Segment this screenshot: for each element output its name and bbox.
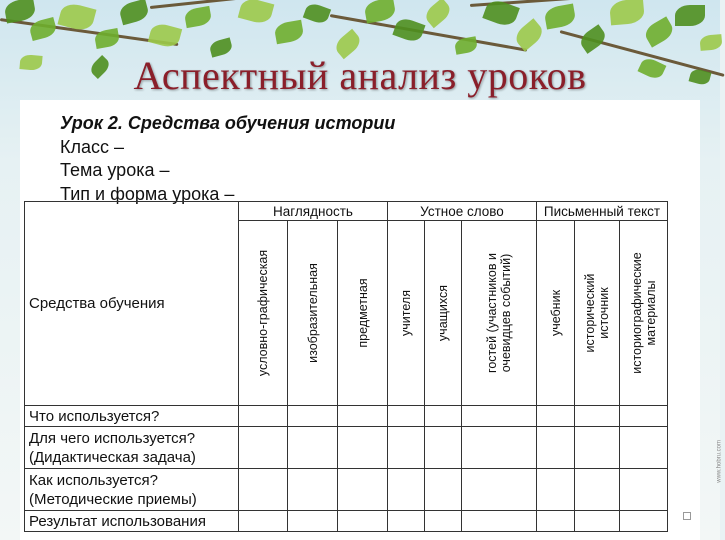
leaf-decoration [675,5,705,26]
resize-handle [683,512,691,520]
document-header [60,112,395,206]
group-header-oral: Устное слово [388,202,537,221]
group-header-written: Письменный текст [537,202,668,221]
column-header: историографические материалы [620,221,668,406]
column-header: исторический источник [575,221,620,406]
class-line: Класс – [60,136,125,157]
row-label-purpose: Для чего используется? (Дидактическая задача) [25,427,239,469]
document-sheet [20,100,700,540]
lesson-heading: Урок 2. Средства обучения истории [60,113,396,133]
column-header: условно-графическая [239,221,288,406]
type-line: Тип и форма урока – [60,183,235,204]
column-header: учащихся [425,221,462,406]
analysis-table [24,201,668,532]
row-label-how: Как используется? (Методические приемы) [25,469,239,511]
means-of-teaching-cell: Средства обучения [25,202,239,406]
row-label-result: Результат использования [25,511,239,532]
column-header: гостей (участников и очевидцев событий) [462,221,537,406]
watermark-text: www.hobru.com [717,440,723,483]
group-header-visual: Наглядность [239,202,388,221]
column-header: изобразительная [288,221,338,406]
column-header: учебник [537,221,575,406]
column-header: учителя [388,221,425,406]
topic-line: Тема урока – [60,160,170,180]
slide-title: Аспектный анализ уроков [133,53,587,98]
row-label-what: Что используется? [25,406,239,427]
column-header: предметная [338,221,388,406]
